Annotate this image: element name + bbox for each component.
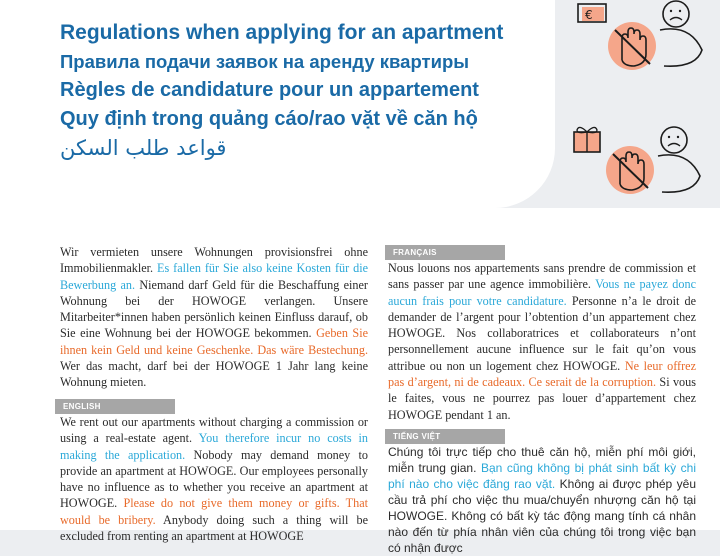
euro-icon: € [585,8,593,22]
english-highlight-1: You therefore incur no costs in making the application. [60,431,368,462]
german-text-1: Wir vermieten unsere Wohnungen provisionsfrei ohne Immobilienmakler. [60,245,368,276]
vietnamese-text-2: Không ai được phép yêu cầu trả phí cho việc thu mua/chuyển nhượng căn hộ tại HOWOGE. Không có bất kỳ tác động mang tính cá nhân nào đến từ phía nhân viên của chúng tôi trong việc bạn có nhận được [388,477,696,555]
title-block [60,18,503,163]
english-text-3: Anybody doing such a thing will be excluded from renting an apartment at HOWOGE [60,512,369,544]
vietnamese-highlight-1: Bạn cũng không bị phát sinh bất kỳ chi phí nào cho việc đăng rao vặt. [388,461,696,491]
english-text-2: Nobody may demand money to provide an apartment at HOWOGE. Our employees personally have no influence as to whether you receive an apartment at HOWOGE. [60,447,369,511]
french-text-2: Personne n’a le droit de demander de l’argent pour l’obtention d’un appartement chez HOWOGE. Nos collaboratrices et collaborateurs n’ont personnellement aucune influence sur le fait qu’on vous attribue ou non un logement chez HOWOGE. [388,293,696,373]
vietnamese-section [388,444,696,556]
french-text-1: Nous louons nos appartements sans prendre de commission et sans passer par une agence immobilière. [388,261,696,292]
title-arabic: قواعد طلب السكن [60,136,227,160]
title-russian: Правила подачи заявок на аренду квартиры [60,51,470,72]
french-label: FRANÇAIS [385,245,505,260]
illustrations [560,0,720,208]
title-french: Règles de candidature pour un appartement [60,79,479,101]
german-text-3: Wer das macht, darf bei der HOWOGE 1 Jahr lang keine Wohnung mieten. [60,359,368,390]
english-section [60,414,368,544]
vietnamese-label-wrap [385,426,505,444]
german-text-2: Niemand darf Geld für die Beschaffung einer Wohnung bei der HOWOGE verlangen. Unsere Mitarbeiter*innen haben persönlich keinen Einfluss darauf, ob Sie eine Wohnung bei der HOWOGE bekommen. [60,277,368,341]
title-card [0,0,555,208]
french-highlight-2: Ne leur offrez pas d’argent, ni de cadeaux. Ce serait de la corruption. [388,358,696,390]
french-label-wrap [385,242,505,260]
english-text-1: We rent out our apartments without charging a commission or using a real-estate agent. [60,415,368,446]
french-text-3: Si vous le faites, vous ne pourrez pas louer d’appartement chez HOWOGE pendant 1 an. [388,375,696,422]
german-highlight-1: Es fallen für Sie also keine Kosten für die Bewerbung an. [60,261,368,292]
vietnamese-label: TIẾNG VIỆT [385,429,505,444]
header-band [0,0,720,208]
english-highlight-2: Please do not give them money or gifts. That would be bribery. [60,496,368,527]
hand-refusing-money-icon [578,1,702,70]
title-english: Regulations when applying for an apartment [60,21,504,44]
english-label: ENGLISH [55,399,175,414]
german-section [60,244,368,391]
body-area [0,208,720,555]
hand-refusing-gift-icon [574,127,700,194]
french-highlight-1: Vous ne payez donc aucun frais pour votre candidature. [388,277,696,308]
french-section [388,260,696,423]
german-highlight-2: Geben Sie ihnen kein Geld und keine Geschenke. Das wäre Bestechung. [60,326,368,357]
english-label-wrap [55,396,175,414]
title-vietnamese: Quy định trong quảng cáo/rao vặt về căn hộ [60,108,478,130]
vietnamese-text-1: Chúng tôi trực tiếp cho thuê căn hộ, miễn phí môi giới, miễn trung gian. [388,445,696,475]
